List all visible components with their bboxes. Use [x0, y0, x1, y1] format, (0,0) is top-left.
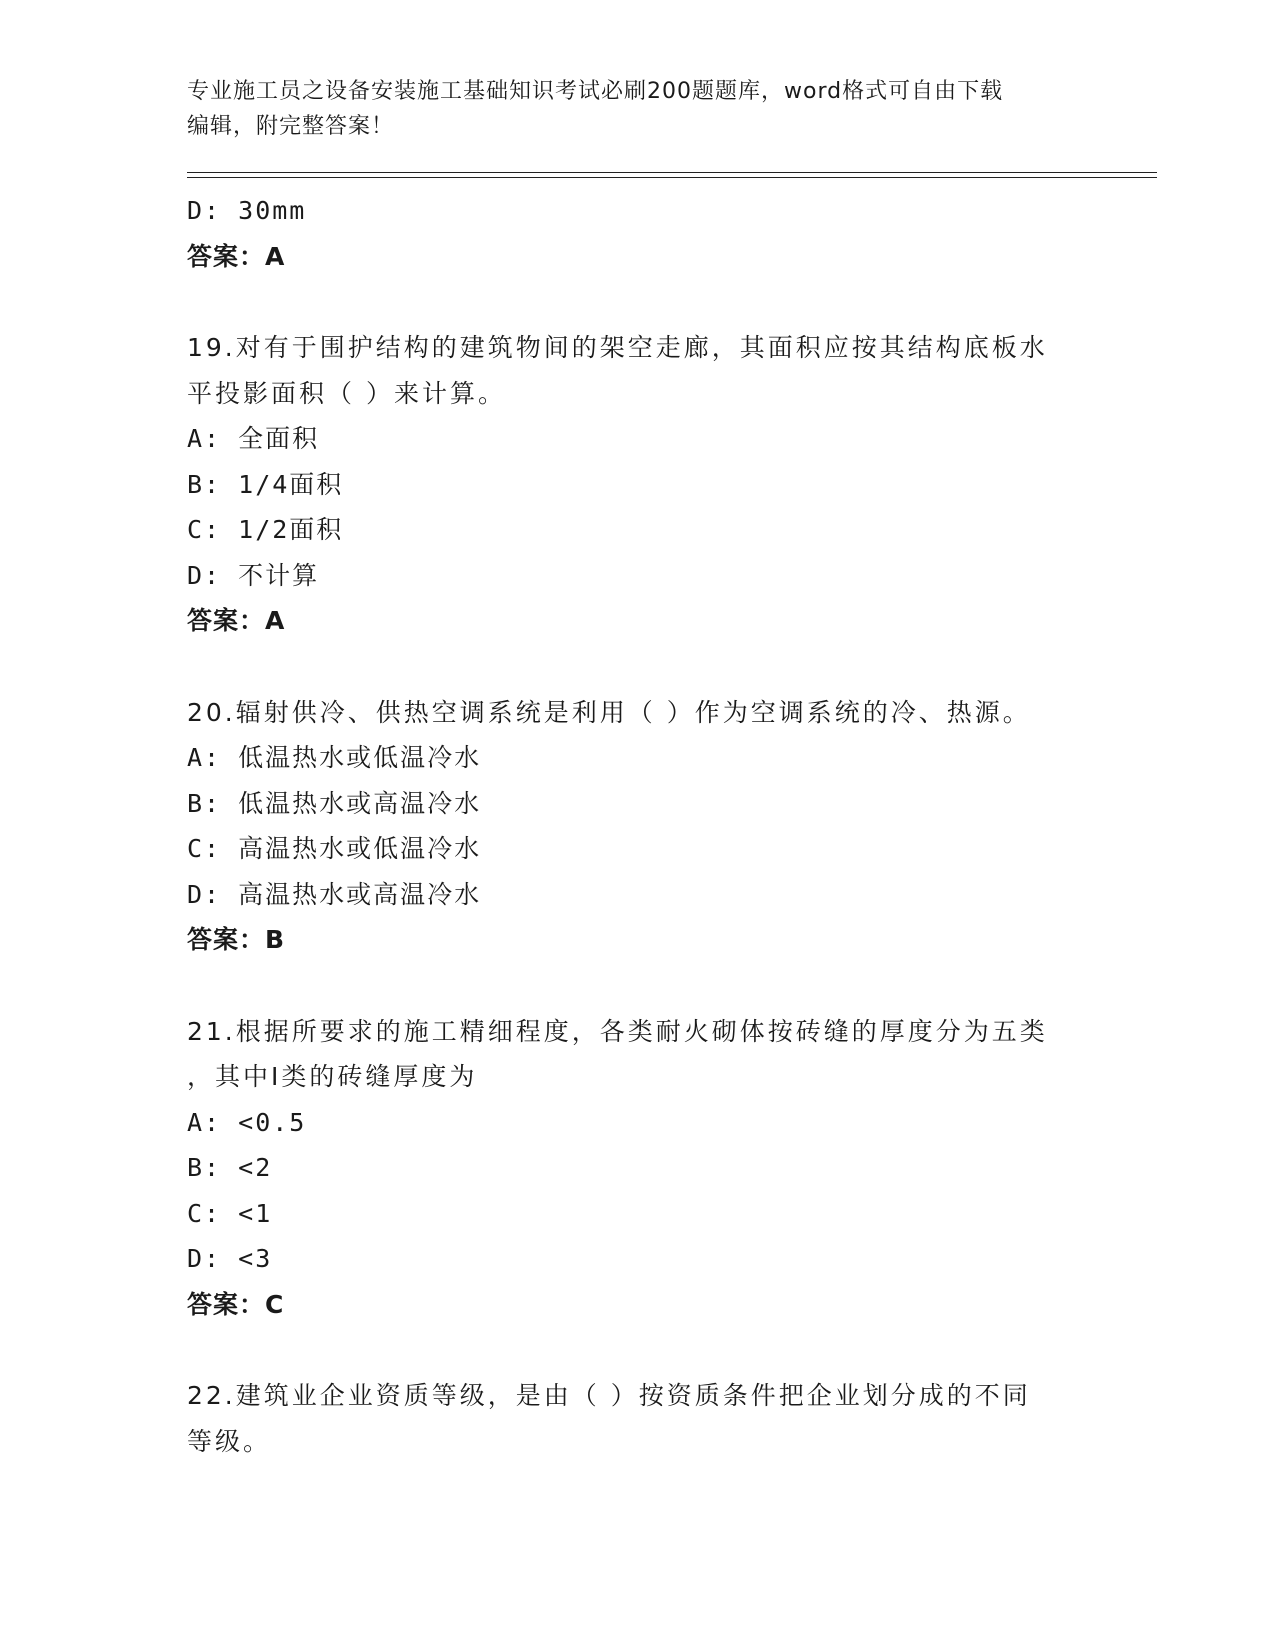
- answer-line: 答案：C: [187, 1289, 285, 1319]
- option-b: B: 低温热水或高温冷水: [187, 788, 482, 818]
- answer-line: 答案：A: [187, 241, 286, 271]
- question-text: 20.辐射供冷、供热空调系统是利用（ ）作为空调系统的冷、热源。: [187, 697, 1031, 727]
- header-divider-bottom: [187, 177, 1157, 178]
- document-header: [187, 74, 1087, 144]
- answer-line: 答案：A: [187, 606, 286, 635]
- option-c: C: 高温热水或低温冷水: [187, 834, 482, 863]
- option-b: B: 1/4面积: [187, 469, 344, 499]
- question-text: 22.建筑业企业资质等级，是由（ ）按资质条件把企业划分成的不同: [187, 1381, 1031, 1410]
- question-list: [187, 188, 1087, 1464]
- question-20: [187, 690, 1087, 963]
- header-divider-top: [187, 172, 1157, 173]
- option-d: D: 不计算: [187, 560, 320, 590]
- question-19: [187, 325, 1087, 644]
- option-a: A: <0.5: [187, 1107, 307, 1137]
- option-b: B: <2: [187, 1153, 273, 1182]
- option-c: C: 1/2面积: [187, 515, 344, 544]
- option-d: D: 30mm: [187, 196, 307, 225]
- option-d: D: 高温热水或高温冷水: [187, 879, 482, 909]
- question-text-cont: 等级。: [187, 1426, 272, 1456]
- question-text: 19.对有于围护结构的建筑物间的架空走廊，其面积应按其结构底板水: [187, 333, 1048, 362]
- header-line-2: 编辑，附完整答案！: [187, 114, 395, 139]
- answer-line: 答案：B: [187, 925, 286, 954]
- option-d: D: <3: [187, 1244, 273, 1273]
- question-text-cont: 平投影面积（ ）来计算。: [187, 378, 506, 408]
- question-text-cont: ，其中I类的砖缝厚度为: [187, 1062, 478, 1091]
- header-line-1: 专业施工员之设备安装施工基础知识考试必刷200题题库，word格式可自由下载: [187, 79, 1004, 104]
- option-a: A: 低温热水或低温冷水: [187, 743, 482, 772]
- option-c: C: <1: [187, 1198, 273, 1228]
- question-21: [187, 1009, 1087, 1328]
- option-a: A: 全面积: [187, 424, 320, 453]
- question-22: [187, 1373, 1087, 1464]
- question-text: 21.根据所要求的施工精细程度，各类耐火砌体按砖缝的厚度分为五类: [187, 1016, 1048, 1046]
